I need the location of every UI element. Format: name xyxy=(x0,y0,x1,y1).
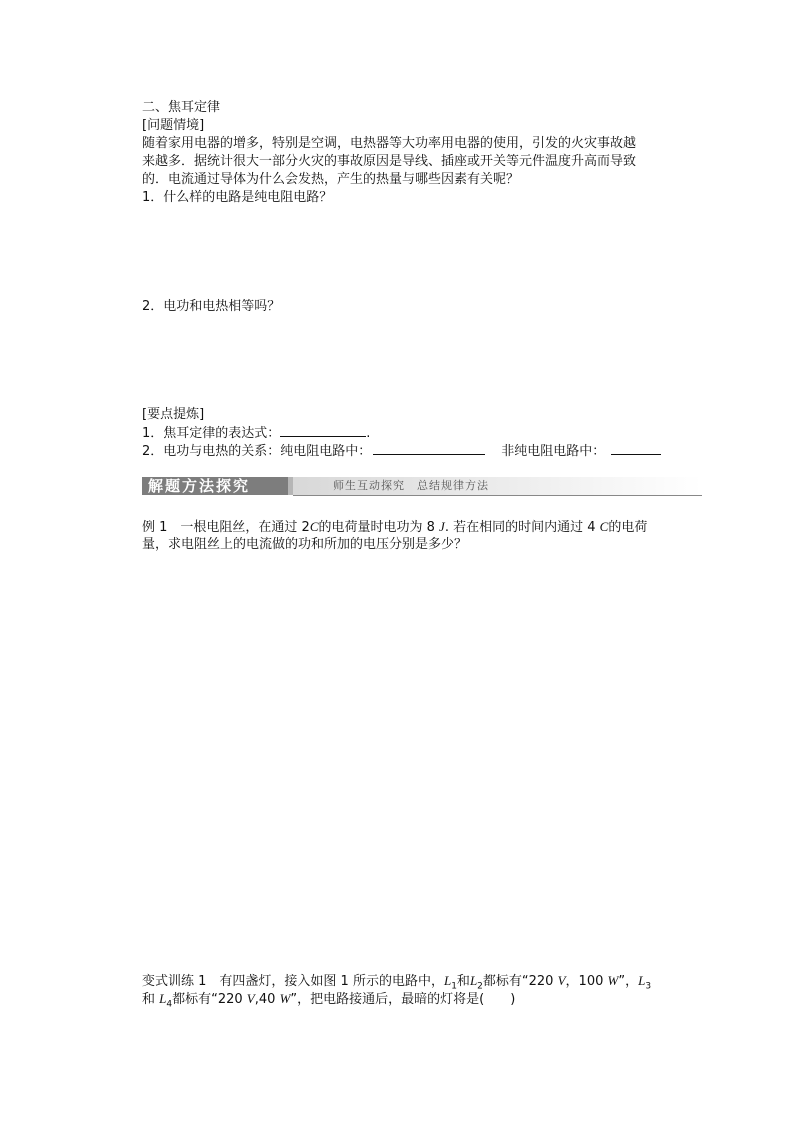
unit: V xyxy=(557,973,566,988)
text: 变式训练 1 有四盏灯，接入如图 1 所示的电路中， xyxy=(142,974,444,989)
text: 都标有“220 xyxy=(482,974,558,989)
text: ,40 xyxy=(254,992,280,1007)
key-point-1-label: 1．焦耳定律的表达式： xyxy=(142,426,281,441)
text: 和 xyxy=(456,974,470,989)
key-point-1-end: . xyxy=(366,426,371,441)
example-1-line-1 xyxy=(142,518,647,537)
unit: C xyxy=(309,519,319,534)
lamp-symbol: L xyxy=(638,973,646,988)
subscript: 3 xyxy=(645,981,652,992)
intro-line-2: 来越多．据统计很大一部分火灾的事故原因是导线、插座或开关等元件温度升高而导致 xyxy=(142,154,637,169)
question-1: 1．什么样的电路是纯电阻电路？ xyxy=(142,190,333,205)
unit: J xyxy=(439,519,445,534)
banner-subtitle: 师生互动探究 总结规律方法 xyxy=(293,477,702,495)
section-title: 二、焦耳定律 xyxy=(142,100,221,115)
answer-blank[interactable] xyxy=(611,442,661,455)
text: . 若在相同的时间内通过 4 xyxy=(444,520,600,535)
key-points-heading: [要点提炼] xyxy=(142,407,205,422)
text: 都标有“220 xyxy=(172,992,247,1007)
key-point-2-mid: 非纯电阻电路中： xyxy=(501,444,606,459)
section-banner xyxy=(142,475,702,497)
unit: W xyxy=(607,973,619,988)
unit: V xyxy=(246,991,255,1006)
answer-blank[interactable] xyxy=(373,442,485,455)
intro-line-3: 的．电流通过导体为什么会发热，产生的热量与哪些因素有关呢？ xyxy=(142,172,520,187)
text: 的电荷 xyxy=(608,520,648,535)
problem-heading: [问题情境] xyxy=(142,118,205,133)
text: 的电荷量时电功为 8 xyxy=(318,520,440,535)
example-1-line-2: 量，求电阻丝上的电流做的功和所加的电压分别是多少？ xyxy=(142,537,468,552)
text: ”， xyxy=(618,974,639,989)
key-point-2-label: 2．电功与电热的关系：纯电阻电路中： xyxy=(142,444,372,459)
lamp-symbol: L xyxy=(159,991,167,1006)
banner-rule xyxy=(293,495,702,496)
subscript: 1 xyxy=(451,981,457,992)
answer-blank[interactable] xyxy=(280,424,366,437)
question-2: 2．电功和电热相等吗？ xyxy=(142,299,281,314)
lamp-symbol: L xyxy=(443,973,452,988)
subscript: 2 xyxy=(477,981,483,992)
unit: W xyxy=(279,991,291,1006)
unit: C xyxy=(599,519,609,534)
key-point-2 xyxy=(142,442,661,461)
text: 例 1 一根电阻丝，在通过 xyxy=(142,520,302,535)
banner-title: 解题方法探究 xyxy=(142,477,288,495)
text: 和 xyxy=(142,992,160,1007)
subscript: 4 xyxy=(166,999,173,1010)
key-point-1 xyxy=(142,424,370,443)
value: 2 xyxy=(301,520,310,535)
text: ，100 xyxy=(565,974,608,989)
exercise-1-line-1 xyxy=(142,972,651,991)
intro-line-1: 随着家用电器的增多，特别是空调，电热器等大功率用电器的使用，引发的火灾事故越 xyxy=(142,136,637,151)
lamp-symbol: L xyxy=(469,973,478,988)
text: ”，把电路接通后，最暗的灯将是( ) xyxy=(290,992,516,1007)
exercise-1-line-2 xyxy=(142,990,515,1009)
